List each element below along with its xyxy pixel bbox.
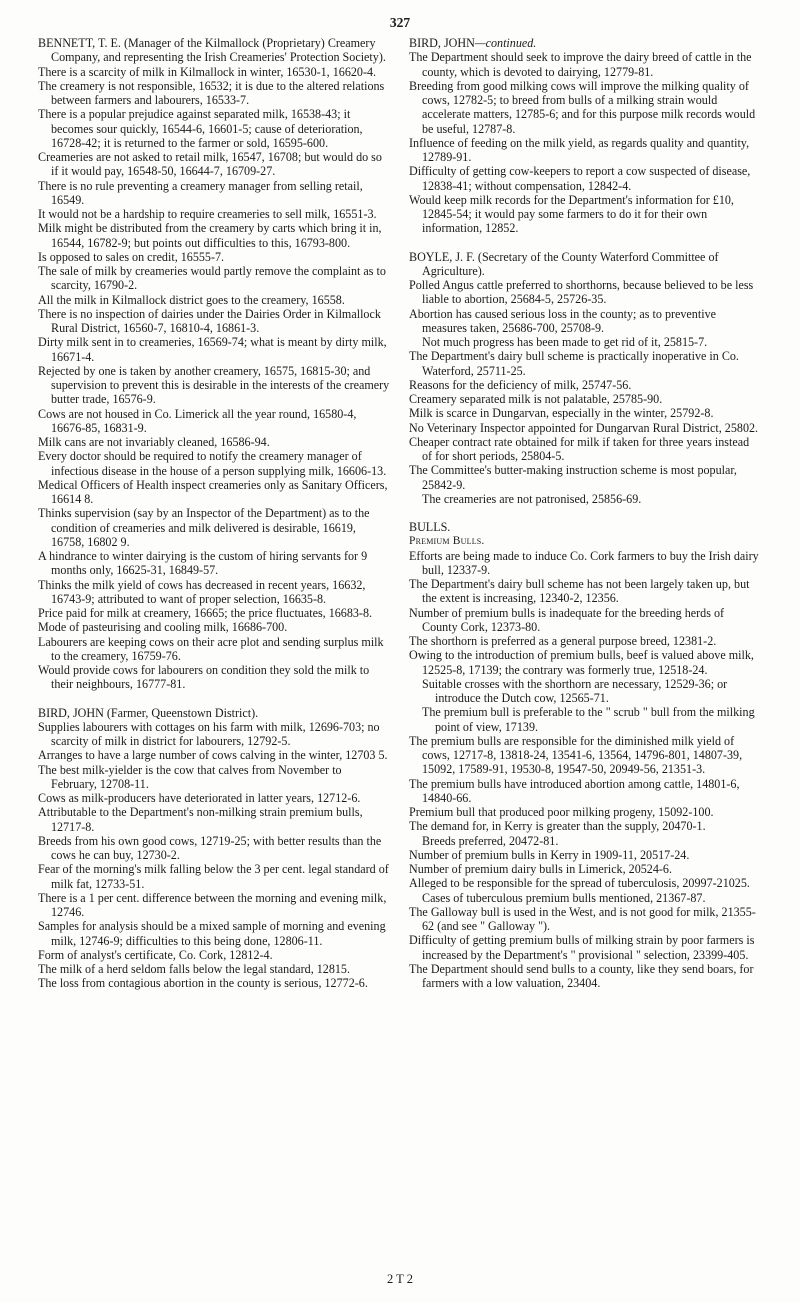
index-line: Cows as milk-producers have deteriorated in latter years, 12712-6.: [38, 791, 361, 805]
index-line: The creameries are not patronised, 25856-69.: [422, 491, 642, 506]
index-line: Cows are not housed in Co. Limerick all the year round, 16580-4, 16676-85, 16831-9.: [38, 406, 357, 435]
entry-list-bird: [38, 720, 390, 991]
index-line: No Veterinary Inspector appointed for Dungarvan Rural District, 25802.: [409, 420, 759, 435]
index-line: The Department's dairy bull scheme is practically inoperative in Co. Waterford, 25711-25.: [409, 349, 739, 378]
index-line: Arranges to have a large number of cows calving in the winter, 12703 5.: [38, 748, 388, 763]
index-line: The loss from contagious abortion in the county is serious, 12772-6.: [38, 976, 368, 991]
entry-spacer: [409, 236, 761, 250]
index-line: The Galloway bull is used in the West, and is not good for milk, 21355-62 (and see " Galloway ").: [409, 904, 756, 933]
index-line: Number of premium bulls is inadequate for the breeding herds of County Cork, 12373-80.: [409, 605, 725, 634]
printer-signature: 2 T 2: [387, 1272, 413, 1286]
index-line: Breeds preferred, 20472-81.: [422, 833, 559, 848]
entry-heading-bennett: BENNETT, T. E. (Manager of the Kilmallock (Proprietary) Creamery Company, and representing the Irish Creameries' Protection Society).: [38, 36, 386, 65]
index-line: The best milk-yielder is the cow that calves from November to February, 12708-11.: [38, 762, 342, 791]
index-line: Not much progress has been made to get rid of it, 25815-7.: [422, 335, 708, 349]
index-line: Difficulty of getting cow-keepers to report a cow suspected of disease, 12838-41; without compensation, 12842-4.: [409, 164, 751, 193]
index-line: Cheaper contract rate obtained for milk if taken for three years instead of for short periods, 25804-5.: [409, 434, 750, 463]
index-line: The premium bulls are responsible for the diminished milk yield of cows, 12717-8, 13818-24, 13541-6, 13564, 14796-801, 14807-39, 15092, 17589-91, 19530-8, 19547-50, 20949-56, 21351-3.: [409, 733, 743, 777]
right-column: [409, 36, 761, 990]
index-line: The milk of a herd seldom falls below the legal standard, 12815.: [38, 962, 351, 976]
entry-heading-bird: BIRD, JOHN (Farmer, Queenstown District).: [38, 705, 259, 720]
index-line: Price paid for milk at creamery, 16665; the price fluctuates, 16683-8.: [38, 606, 373, 620]
index-line: Reasons for the deficiency of milk, 25747-56.: [409, 377, 632, 392]
index-line: Attributable to the Department's non-milking strain premium bulls, 12717-8.: [38, 805, 363, 834]
entry-list-boyle: [409, 278, 761, 506]
index-line: Would provide cows for labourers on condition they sold the milk to their neighbours, 16777-81.: [38, 663, 370, 692]
index-line: There is a popular prejudice against separated milk, 16538-43; it becomes sour quickly, 16544-6, 16601-5; cause of deterioration, 16728-42; it is returned to the farmer or sold, 16595-600.: [38, 107, 363, 150]
subheading-premium-bulls: Premium Bulls.: [409, 535, 485, 548]
index-line: The Department should seek to improve the dairy breed of cattle in the county, which is devoted to dairying, 12779-81.: [409, 50, 752, 79]
entry-heading-bulls: BULLS.: [409, 520, 451, 534]
index-line: Mode of pasteurising and cooling milk, 16686-700.: [38, 620, 288, 635]
index-line: There is a scarcity of milk in Kilmallock in winter, 16530-1, 16620-4.: [38, 64, 377, 79]
index-line: The sale of milk by creameries would partly remove the complaint as to scarcity, 16790-2.: [38, 264, 386, 293]
index-line: Is opposed to sales on credit, 16555-7.: [38, 249, 225, 264]
index-line: The Department should send bulls to a county, like they send boars, for farmers with a low valuation, 23404.: [409, 961, 754, 990]
entry-name: BIRD, JOHN: [409, 36, 475, 50]
index-line: Would keep milk records for the Department's information for £10, 12845-54; it would pay some farmers to do it for their own information, 12852.: [409, 192, 734, 236]
entry-list-bennett: [38, 65, 390, 692]
index-line: Milk cans are not invariably cleaned, 16586-94.: [38, 435, 270, 449]
index-line: Breeding from good milking cows will improve the milking quality of cows, 12782-5; to breed from bulls of a milking strain would accelerate matters, 12785-6; and for this purpose milk records would be useful, 12787-8.: [409, 78, 756, 136]
index-line: Thinks supervision (say by an Inspector of the Department) as to the condition of creameries and milk delivered is desirable, 16619, 16758, 16802 9.: [38, 506, 370, 549]
left-column: [38, 36, 390, 991]
index-line: Alleged to be responsible for the spread of tuberculosis, 20997-21025.: [409, 876, 750, 891]
index-line: Breeds from his own good cows, 12719-25; with better results than the cows he can buy, 12730-2.: [38, 833, 382, 862]
index-line: The premium bulls have introduced abortion among cattle, 14801-6, 14840-66.: [409, 776, 740, 805]
index-line: It would not be a hardship to require creameries to sell milk, 16551-3.: [38, 207, 377, 221]
index-line: Influence of feeding on the milk yield, as regards quality and quantity, 12789-91.: [409, 135, 750, 164]
index-line: Efforts are being made to induce Co. Cork farmers to buy the Irish dairy bull, 12337-9.: [409, 548, 759, 577]
index-line: Rejected by one is taken by another creamery, 16575, 16815-30; and supervision to prevent this is desirable in the interests of the creamery butter trade, 16576-9.: [38, 363, 390, 407]
index-line: The demand for, in Kerry is greater than the supply, 20470-1.: [409, 819, 706, 834]
index-line: Creameries are not asked to retail milk, 16547, 16708; but would do so if it would pay, 16548-50, 16644-7, 16709-27.: [38, 150, 382, 179]
index-line: Thinks the milk yield of cows has decreased in recent years, 16632, 16743-9; attributed to want of proper selection, 16635-8.: [38, 577, 366, 606]
index-line: Difficulty of getting premium bulls of milking strain by poor farmers is increased by the Department's " provisional " selection, 23399-405.: [409, 933, 755, 962]
page-number: 327: [389, 15, 411, 30]
index-line: The Department's dairy bull scheme has not been largely taken up, but the extent is increasing, 12340-2, 12356.: [409, 577, 750, 606]
index-line: Number of premium bulls in Kerry in 1909-11, 20517-24.: [409, 847, 690, 862]
index-line: Labourers are keeping cows on their acre plot and sending surplus milk to the creamery, 16759-76.: [38, 634, 384, 663]
entry-heading-bird-continued: [409, 36, 761, 50]
index-line: Premium bull that produced poor milking progeny, 15092-100.: [409, 805, 714, 819]
index-line: Suitable crosses with the shorthorn are necessary, 12529-36; or introduce the Dutch cow, 12565-71.: [422, 676, 728, 705]
index-line: Supplies labourers with cottages on his farm with milk, 12696-703; no scarcity of milk in district for labourers, 12792-5.: [38, 719, 380, 748]
index-line: Abortion has caused serious loss in the county; as to preventive measures taken, 25686-700, 25708-9.: [409, 306, 716, 335]
index-line: The shorthorn is preferred as a general purpose breed, 12381-2.: [409, 634, 717, 648]
index-line: There is no inspection of dairies under the Dairies Order in Kilmallock Rural District, 16560-7, 16810-4, 16861-3.: [38, 306, 381, 335]
index-line: Cases of tuberculous premium bulls mentioned, 21367-87.: [422, 890, 706, 905]
entry-spacer: [409, 506, 761, 520]
entry-heading-boyle: BOYLE, J. F. (Secretary of the County Waterford Committee of Agriculture).: [409, 249, 719, 278]
index-line: Milk is scarce in Dungarvan, especially in the winter, 25792-8.: [409, 406, 714, 421]
index-line: There is no rule preventing a creamery manager from selling retail, 16549.: [38, 178, 363, 207]
index-line: Medical Officers of Health inspect creameries only as Sanitary Officers, 16614 8.: [38, 477, 388, 506]
index-line: The Committee's butter-making instruction scheme is most popular, 25842-9.: [409, 463, 737, 492]
index-line: A hindrance to winter dairying is the custom of hiring servants for 9 months only, 16625-31, 16849-57.: [38, 549, 368, 578]
continued-note: —continued.: [474, 36, 537, 50]
index-line: The premium bull is preferable to the " scrub " bull from the milking point of view, 17139.: [422, 705, 755, 734]
entry-spacer: [38, 692, 390, 706]
index-line: Form of analyst's certificate, Co. Cork, 12812-4.: [38, 947, 273, 962]
index-line: Owing to the introduction of premium bulls, beef is valued above milk, 12525-8, 17139; the contrary was formerly true, 12518-24.: [409, 648, 754, 677]
index-line: The creamery is not responsible, 16532; it is due to the altered relations between farmers and labourers, 16533-7.: [38, 78, 385, 107]
index-line: Number of premium dairy bulls in Limerick, 20524-6.: [409, 862, 672, 876]
entry-list-bulls: [409, 549, 761, 991]
index-line: Fear of the morning's milk falling below the 3 per cent. legal standard of milk fat, 12733-51.: [38, 862, 389, 891]
index-line: Every doctor should be required to notify the creamery manager of infectious disease in the house of a person supplying milk, 16606-13.: [38, 449, 387, 478]
index-line: All the milk in Kilmallock district goes to the creamery, 16558.: [38, 292, 345, 307]
index-line: Dirty milk sent in to creameries, 16569-74; what is meant by dirty milk, 16671-4.: [38, 335, 387, 364]
index-line: Polled Angus cattle preferred to shorthorns, because believed to be less liable to abortion, 25684-5, 25726-35.: [409, 278, 754, 307]
index-line: Milk might be distributed from the creamery by carts which bring it in, 16544, 16782-9; but points out difficulties to this, 16793-800.: [38, 221, 382, 250]
index-line: Creamery separated milk is not palatable, 25785-90.: [409, 392, 663, 406]
index-line: Samples for analysis should be a mixed sample of morning and evening milk, 12746-9; difficulties to this being done, 12806-11.: [38, 919, 386, 948]
index-line: There is a 1 per cent. difference between the morning and evening milk, 12746.: [38, 890, 387, 919]
entry-list-bird-continued: [409, 50, 761, 235]
